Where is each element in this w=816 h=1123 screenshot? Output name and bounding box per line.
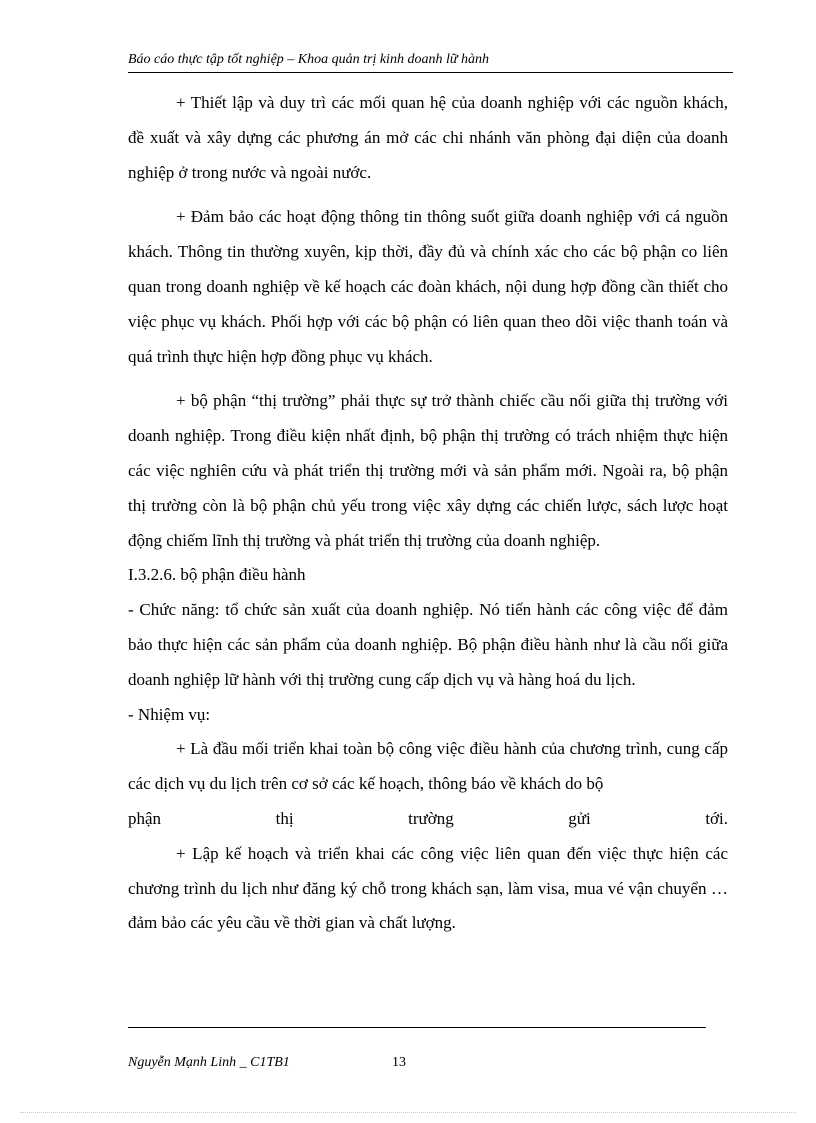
running-header: Báo cáo thực tập tốt nghiệp – Khoa quản trị kinh doanh lữ hành bbox=[128, 52, 489, 67]
page-number: 13 bbox=[392, 1055, 406, 1070]
paragraph-duty-coordination: + Là đầu mối triển khai toàn bộ công việc điều hành của chương trình, cung cấp các dịch vụ du lịch trên cơ sở các kế hoạch, thông báo về khách do bộ bbox=[128, 739, 728, 794]
header-divider bbox=[128, 72, 733, 73]
section-heading: I.3.2.6. bộ phận điều hành bbox=[128, 565, 306, 585]
paragraph-duty-planning: + Lập kế hoạch và triển khai các công việc liên quan đến việc thực hiện các chương trình du lịch như đăng ký chỗ trong khách sạn, làm visa, mua vé vận chuyển … đảm bảo các yêu cầu về thời gian và chất lượng. bbox=[128, 843, 728, 933]
duty-label: - Nhiệm vụ: bbox=[128, 704, 211, 724]
paragraph-information: + Đảm bảo các hoạt động thông tin thông suốt giữa doanh nghiệp với cá nguồn khách. Thông tin thường xuyên, kịp thời, đầy đủ và chính xác cho các bộ phận co liên quan trong doanh nghiệp về kế hoạch các đoàn khách, nội dung hợp đồng cần thiết cho việc phục vụ khách. Phối hợp với các bộ phận có liên quan theo dõi việc thanh toán và quá trình thực hiện hợp đồng phục vụ khách. bbox=[128, 207, 728, 366]
paragraph-relations: + Thiết lập và duy trì các mối quan hệ của doanh nghiệp với các nguồn khách, đề xuất và xây dựng các phương án mở các chi nhánh văn phòng đại diện của doanh nghiệp ở trong nước và ngoài nước. bbox=[128, 93, 728, 182]
page-bottom-border bbox=[20, 1112, 796, 1113]
footer-divider bbox=[128, 1027, 706, 1028]
paragraph-function: - Chức năng: tổ chức sản xuất của doanh nghiệp. Nó tiến hành các công việc để đảm bảo thực hiện các sản phẩm của doanh nghiệp. Bộ phận điều hành như là cầu nối giữa doanh nghiệp lữ hành với thị trường cung cấp dịch vụ và hàng hoá du lịch. bbox=[128, 600, 728, 689]
paragraph-duty-coordination-end: phận thị trường gửi tới. bbox=[128, 808, 728, 828]
paragraph-market-department: + bộ phận “thị trường” phải thực sự trở thành chiếc cầu nối giữa thị trường với doanh nghiệp. Trong điều kiện nhất định, bộ phận thị trường có trách nhiệm thực hiện các việc nghiên cứu và phát triển thị trường mới và sản phẩm mới. Ngoài ra, bộ phận thị trường còn là bộ phận chủ yếu trong việc xây dựng các chiến lược, sách lược hoạt động chiếm lĩnh thị trường và phát triển thị trường của doanh nghiệp. bbox=[128, 391, 728, 550]
footer-author: Nguyễn Mạnh Linh _ C1TB1 bbox=[128, 1055, 290, 1070]
page-body bbox=[128, 86, 728, 941]
